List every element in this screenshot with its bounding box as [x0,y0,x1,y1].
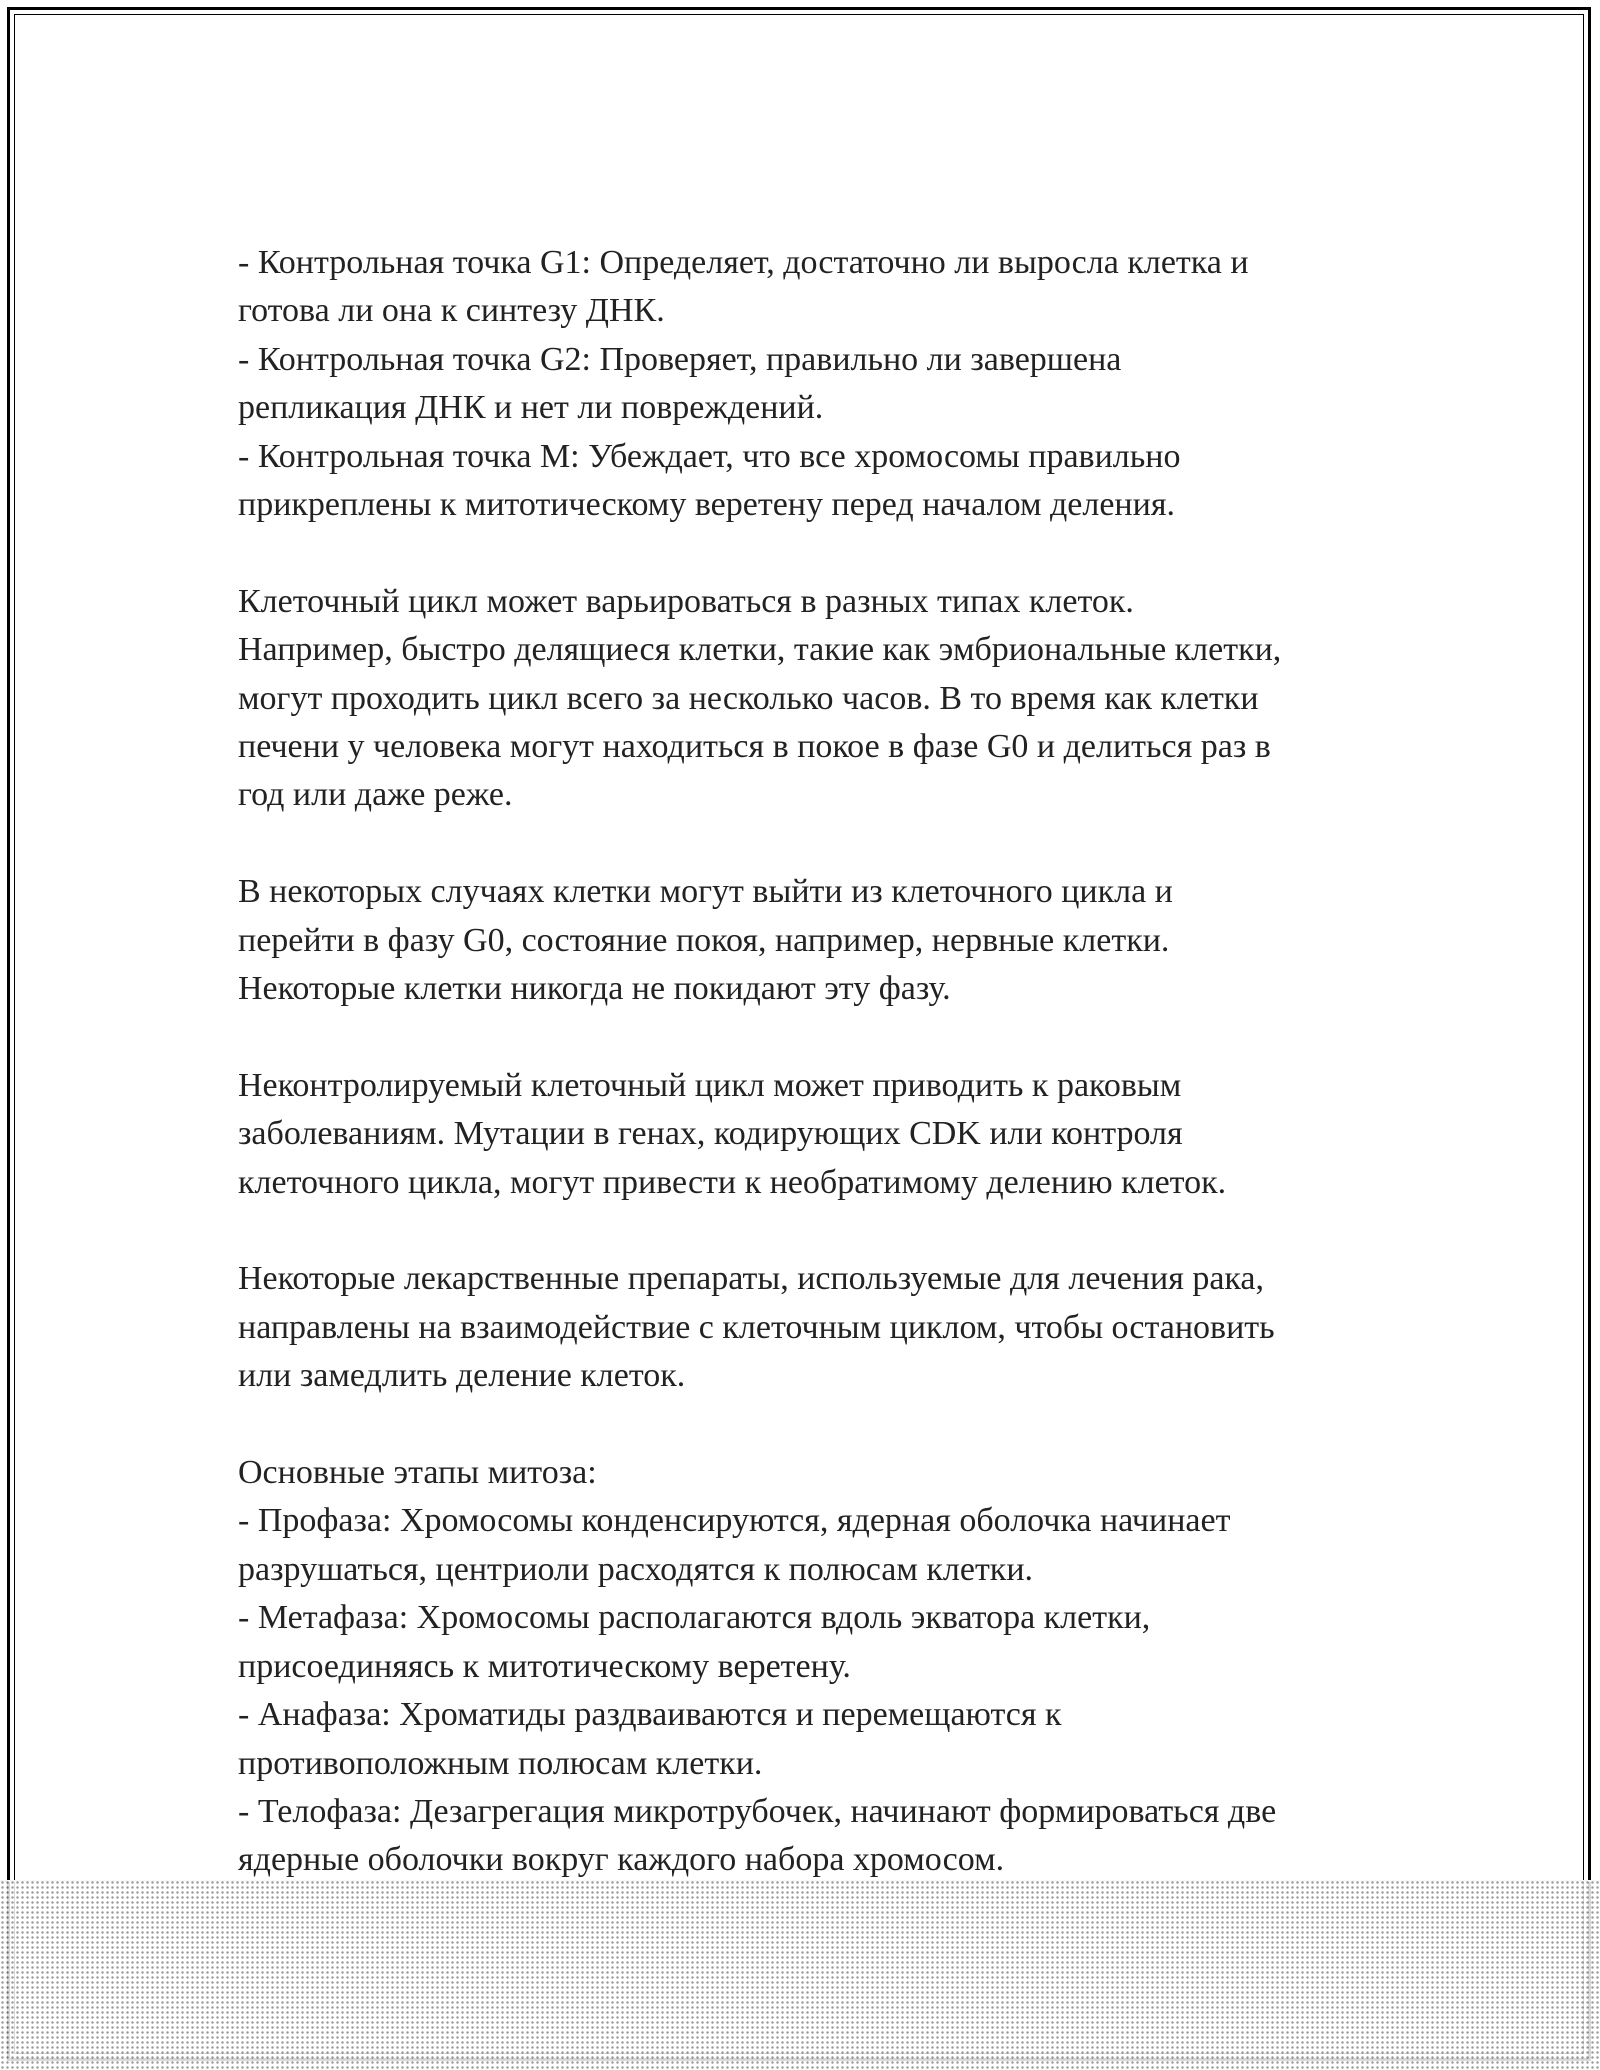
text-line: разрушаться, центриоли расходятся к полюсам клетки. [238,1550,1034,1588]
paragraph-g0-phase [238,868,1388,1013]
paragraph-cancer-drugs [238,1255,1388,1400]
text-line: прикреплены к митотическому веретену перед началом деления. [238,486,1175,524]
text-line: - Анафаза: Хроматиды раздваиваются и перемещаются к [238,1696,1062,1734]
text-line: ядерные оболочки вокруг каждого набора хромосом. [238,1841,1005,1879]
text-line: Основные этапы митоза: [238,1454,597,1492]
text-line: - Контрольная точка M: Убеждает, что все хромосомы правильно [238,437,1181,475]
text-line: или замедлить деление клеток. [238,1357,686,1395]
text-line: репликация ДНК и нет ли повреждений. [238,389,824,427]
text-line: Некоторые лекарственные препараты, используемые для лечения рака, [238,1260,1265,1298]
text-line: В некоторых случаях клетки могут выйти из клеточного цикла и [238,873,1173,911]
text-line: Например, быстро делящиеся клетки, такие как эмбриональные клетки, [238,631,1282,669]
text-line: - Профаза: Хромосомы конденсируются, ядерная оболочка начинает [238,1502,1231,1540]
text-line: - Метафаза: Хромосомы располагаются вдоль экватора клетки, [238,1599,1151,1637]
text-line: Неконтролируемый клеточный цикл может приводить к раковым [238,1066,1182,1104]
halftone-footer-band [0,1880,1600,2070]
text-line: печени у человека могут находиться в покое в фазе G0 и делиться раз в [238,728,1271,766]
text-line: Клеточный цикл может варьироваться в разных типах клеток. [238,582,1134,620]
text-line: присоединяясь к митотическому веретену. [238,1647,851,1685]
text-line: Некоторые клетки никогда не покидают эту фазу. [238,970,951,1008]
paragraph-cycle-variation [238,578,1388,820]
paragraph-checkpoints [238,239,1388,529]
paragraph-uncontrolled-cycle [238,1062,1388,1207]
text-line: - Контрольная точка G1: Определяет, достаточно ли выросла клетка и [238,244,1249,281]
text-line: перейти в фазу G0, состояние покоя, например, нервные клетки. [238,921,1170,959]
document-text [238,239,1388,1885]
text-line: готова ли она к синтезу ДНК. [238,292,665,330]
text-line: клеточного цикла, могут привести к необратимому делению клеток. [238,1163,1227,1201]
text-line: могут проходить цикл всего за несколько часов. В то время как клетки [238,679,1259,717]
paragraph-mitosis-stages [238,1449,1388,1885]
text-line: заболеваниям. Мутации в генах, кодирующих CDK или контроля [238,1115,1183,1153]
text-line: - Телофаза: Дезагрегация микротрубочек, начинают формироваться две [238,1792,1277,1830]
text-line: - Контрольная точка G2: Проверяет, правильно ли завершена [238,340,1122,378]
text-line: направлены на взаимодействие с клеточным циклом, чтобы остановить [238,1308,1275,1346]
page-frame [7,7,1591,2061]
text-line: год или даже реже. [238,776,513,814]
text-line: противоположным полюсам клетки. [238,1744,763,1782]
